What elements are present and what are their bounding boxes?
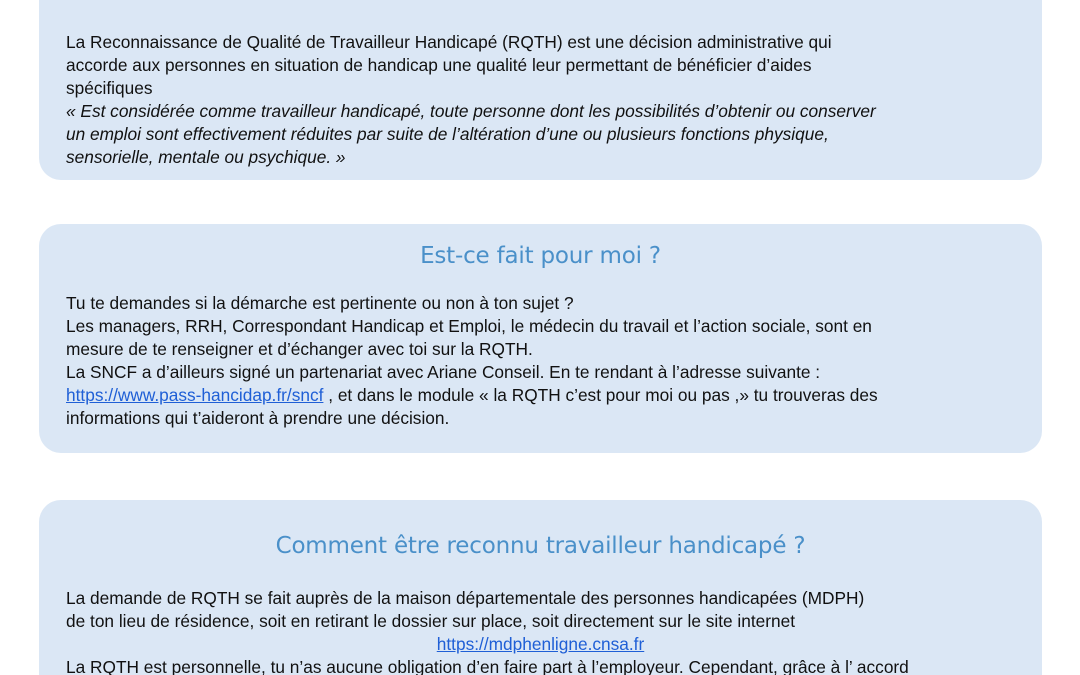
eligibility-line: Les managers, RRH, Correspondant Handicap et Emploi, le médecin du travail et l’action sociale, sont en — [66, 316, 872, 336]
rqth-definition-text — [66, 31, 1015, 169]
quote-line: un emploi sont effectivement réduites par suite de l’altération d’une ou plusieurs fonctions physique, — [66, 124, 829, 144]
quote-line: sensorielle, mentale ou psychique. » — [66, 147, 346, 167]
quote-line: « Est considérée comme travailleur handicapé, toute personne dont les possibilités d’obtenir ou conserver — [66, 101, 876, 121]
eligibility-line: informations qui t’aideront à prendre une décision. — [66, 408, 450, 428]
definition-line: accorde aux personnes en situation de handicap une qualité leur permettant de bénéficier d’aides — [66, 55, 812, 75]
mdph-link[interactable]: https://mdphenligne.cnsa.fr — [436, 634, 645, 654]
recognition-title: Comment être reconnu travailleur handicapé ? — [275, 533, 806, 559]
eligibility-line: Tu te demandes si la démarche est pertinente ou non à ton sujet ? — [66, 293, 574, 313]
eligibility-line: La SNCF a d’ailleurs signé un partenariat avec Ariane Conseil. En te rendant à l’adresse suivante : — [66, 362, 821, 382]
eligibility-link-line — [66, 384, 1015, 407]
recognition-line: La demande de RQTH se fait auprès de la maison départementale des personnes handicapées (MDPH) — [66, 588, 865, 608]
recognition-card — [39, 500, 1042, 675]
recognition-line: La RQTH est personnelle, tu n’as aucune obligation d’en faire part à l’employeur. Cependant, grâce à l’ accord — [66, 657, 909, 675]
definition-line: spécifiques — [66, 78, 153, 98]
definition-line: La Reconnaissance de Qualité de Travailleur Handicapé (RQTH) est une décision administrative qui — [66, 32, 832, 52]
eligibility-text — [66, 292, 1015, 430]
pass-handicap-link[interactable]: https://www.pass-hancidap.fr/sncf — [66, 385, 324, 405]
recognition-line: de ton lieu de résidence, soit en retirant le dossier sur place, soit directement sur le site internet — [66, 611, 796, 631]
eligibility-link-trailing-text: , et dans le module « la RQTH c’est pour moi ou pas ,» tu trouveras des — [323, 385, 878, 405]
eligibility-card — [39, 224, 1042, 453]
rqth-definition-card — [39, 0, 1042, 180]
mdph-link-line — [66, 633, 1015, 656]
eligibility-line: mesure de te renseigner et d’échanger avec toi sur la RQTH. — [66, 339, 533, 359]
eligibility-title: Est-ce fait pour moi ? — [420, 243, 661, 269]
recognition-text — [66, 587, 1015, 675]
